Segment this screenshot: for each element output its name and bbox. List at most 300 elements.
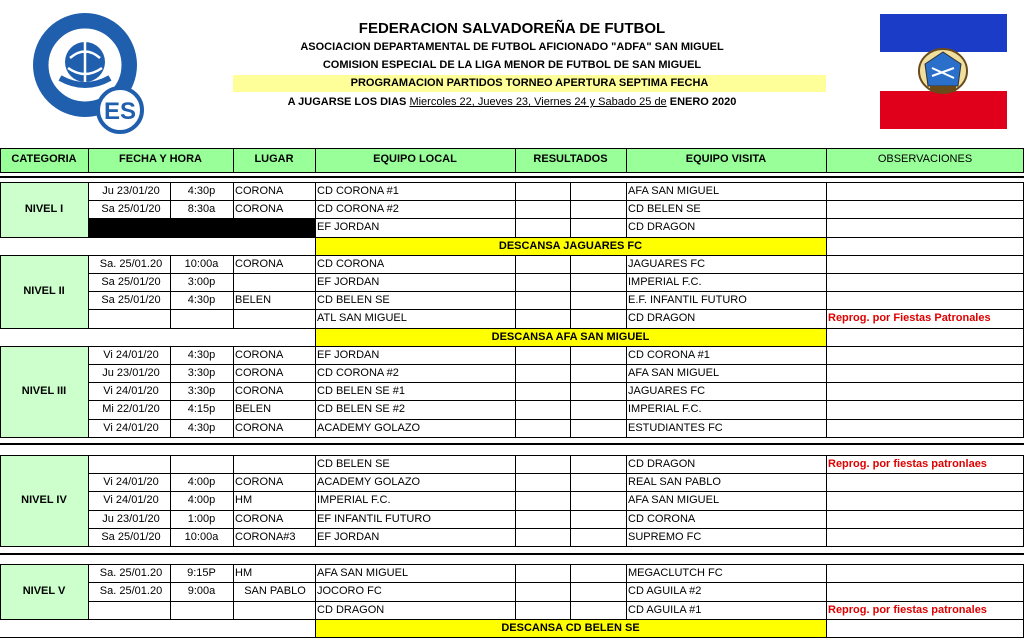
grid-line <box>626 291 627 309</box>
level-label: NIVEL II <box>0 255 88 328</box>
match-time: 4:00p <box>187 476 216 488</box>
grid-line <box>170 564 171 582</box>
grid-line <box>0 564 1 619</box>
grid-line <box>826 582 827 601</box>
match-time: 10:00a <box>184 531 219 543</box>
grid-line <box>170 455 171 473</box>
grid-line <box>233 400 234 419</box>
grid-line <box>826 382 827 400</box>
grid-line <box>170 346 171 364</box>
column-header-equipo-local: EQUIPO LOCAL <box>315 148 515 172</box>
grid-line <box>315 346 316 364</box>
match-time: 4:30p <box>187 185 216 197</box>
observation: Reprog. por fiestas patronlaes <box>828 458 987 470</box>
grid-line <box>170 291 171 309</box>
match-venue: CORONA <box>235 367 284 379</box>
grid-line <box>88 218 1024 219</box>
home-team: ACADEMY GOLAZO <box>317 476 421 488</box>
home-team: ACADEMY GOLAZO <box>317 422 421 434</box>
match-time: 3:30p <box>187 367 216 379</box>
grid-line <box>88 400 89 419</box>
match-date: Sa 25/01/20 <box>101 294 161 306</box>
grid-line <box>0 564 88 565</box>
match-date: Ju 23/01/20 <box>102 513 160 525</box>
observation <box>828 582 1024 601</box>
grid-line <box>315 510 316 528</box>
grid-line <box>515 346 516 364</box>
grid-line <box>233 200 234 218</box>
grid-line <box>570 528 571 546</box>
grid-line <box>515 200 516 218</box>
observation <box>828 419 1024 437</box>
grid-line <box>515 528 516 546</box>
away-team: SUPREMO FC <box>628 531 702 543</box>
grid-line <box>626 582 627 601</box>
grid-line <box>170 309 171 328</box>
grid-line <box>626 473 627 491</box>
observation <box>828 473 1024 491</box>
logo-badge-text: ES <box>103 98 137 125</box>
away-team: CD DRAGON <box>628 312 696 324</box>
grid-line <box>88 455 1024 456</box>
away-team: CD CORONA <box>628 513 696 525</box>
grid-line <box>88 291 89 309</box>
grid-line <box>626 601 627 619</box>
level-label: NIVEL III <box>0 346 88 437</box>
grid-line <box>826 510 827 528</box>
grid-line <box>0 328 88 329</box>
observation <box>828 400 1024 419</box>
grid-line <box>88 510 89 528</box>
grid-line <box>0 443 1024 445</box>
rest-band: DESCANSA AFA SAN MIGUEL <box>315 328 826 346</box>
grid-line <box>0 176 1024 178</box>
grid-line <box>826 400 827 419</box>
match-time: 3:00p <box>187 276 216 288</box>
home-team: CD BELEN SE #1 <box>317 385 406 397</box>
away-team: CD AGUILA #2 <box>628 585 702 597</box>
away-team: AFA SAN MIGUEL <box>628 185 720 197</box>
match-date: Ju 23/01/20 <box>102 367 160 379</box>
grid-line <box>826 455 827 473</box>
grid-line <box>88 382 1024 383</box>
grid-line <box>570 364 571 382</box>
grid-line <box>570 218 571 237</box>
grid-line <box>626 419 627 437</box>
grid-line <box>826 346 827 364</box>
away-team: CD DRAGON <box>628 458 696 470</box>
grid-line <box>0 237 1024 238</box>
grid-line <box>233 382 234 400</box>
match-venue: CORONA <box>235 185 284 197</box>
grid-line <box>826 564 827 582</box>
level-label: NIVEL V <box>0 564 88 619</box>
match-time: 3:30p <box>187 385 216 397</box>
grid-line <box>626 364 627 382</box>
grid-line <box>315 582 316 601</box>
match-date: Sa. 25/01.20 <box>99 258 163 270</box>
match-date <box>92 309 170 328</box>
grid-line <box>233 582 234 601</box>
grid-line <box>88 582 1024 583</box>
grid-line <box>88 528 89 546</box>
rest-band: DESCANSA JAGUARES FC <box>315 237 826 255</box>
match-date: Vi 24/01/20 <box>103 494 159 506</box>
away-team: AFA SAN MIGUEL <box>628 367 720 379</box>
grid-line <box>0 148 1024 149</box>
grid-line <box>88 564 1024 565</box>
grid-line <box>0 455 88 456</box>
match-time: 9:00a <box>187 585 216 597</box>
match-date: Sa 25/01/20 <box>101 276 161 288</box>
grid-line <box>315 364 316 382</box>
grid-line <box>0 255 88 256</box>
grid-line <box>233 218 234 237</box>
grid-line <box>0 619 1024 620</box>
column-header-equipo-visita: EQUIPO VISITA <box>626 148 826 172</box>
grid-line <box>315 419 316 437</box>
observation: Reprog. por Fiestas Patronales <box>828 312 991 324</box>
match-venue: HM <box>235 567 253 579</box>
match-date: Vi 24/01/20 <box>103 385 159 397</box>
home-team: EF JORDAN <box>317 349 380 361</box>
observation <box>828 255 1024 273</box>
grid-line <box>570 291 571 309</box>
grid-line <box>315 601 316 619</box>
match-venue <box>235 309 315 328</box>
grid-line <box>233 510 234 528</box>
match-venue: CORONA <box>235 258 284 270</box>
grid-line <box>170 200 171 218</box>
programacion-banner: PROGRAMACION PARTIDOS TORNEO APERTURA SEPTIMA FECHA <box>233 75 826 92</box>
match-venue: BELEN <box>235 294 272 306</box>
grid-line <box>826 291 827 309</box>
grid-line <box>626 400 627 419</box>
grid-line <box>0 553 1024 555</box>
match-venue: CORONA#3 <box>235 531 296 543</box>
grid-line <box>570 182 571 200</box>
match-date <box>92 455 170 473</box>
grid-line <box>88 473 1024 474</box>
grid-line <box>570 473 571 491</box>
away-team: CD CORONA #1 <box>628 349 710 361</box>
grid-line <box>515 148 516 172</box>
grid-line <box>570 382 571 400</box>
grid-line <box>315 400 316 419</box>
grid-line <box>0 346 1 437</box>
grid-line <box>826 200 827 218</box>
match-date: Mi 22/01/20 <box>102 403 160 415</box>
away-team: IMPERIAL F.C. <box>628 403 702 415</box>
grid-line <box>0 546 88 547</box>
grid-line <box>0 437 88 438</box>
home-team: EF INFANTIL FUTURO <box>317 513 431 525</box>
grid-line <box>233 491 234 510</box>
grid-line <box>233 564 234 582</box>
grid-line <box>570 564 571 582</box>
grid-line <box>0 172 1024 173</box>
grid-line <box>626 148 627 172</box>
grid-line <box>515 273 516 291</box>
grid-line <box>626 273 627 291</box>
observation: Reprog. por fiestas patronales <box>828 604 987 616</box>
grid-line <box>233 601 234 619</box>
grid-line <box>170 510 171 528</box>
home-team: CD BELEN SE <box>317 458 390 470</box>
grid-line <box>170 400 171 419</box>
grid-line <box>0 182 88 183</box>
grid-line <box>515 182 516 200</box>
grid-line <box>88 309 1024 310</box>
match-venue: CORONA <box>235 422 284 434</box>
grid-line <box>170 182 171 200</box>
grid-line <box>315 564 316 582</box>
grid-line <box>570 346 571 364</box>
grid-line <box>570 309 571 328</box>
grid-line <box>233 291 234 309</box>
grid-line <box>626 491 627 510</box>
grid-line <box>826 255 827 273</box>
grid-line <box>826 328 827 346</box>
grid-line <box>88 601 1024 602</box>
grid-line <box>88 473 89 491</box>
grid-line <box>88 510 1024 511</box>
match-time: 10:00a <box>184 258 219 270</box>
grid-line <box>570 455 571 473</box>
grid-line <box>88 382 89 400</box>
grid-line <box>626 382 627 400</box>
grid-line <box>315 309 316 328</box>
observation <box>828 218 1024 237</box>
grid-line <box>0 637 1024 638</box>
grid-line <box>233 309 234 328</box>
grid-line <box>88 346 89 364</box>
observation <box>828 382 1024 400</box>
grid-line <box>826 273 827 291</box>
grid-line <box>315 237 316 255</box>
grid-line <box>170 601 171 619</box>
grid-line <box>170 419 171 437</box>
grid-line <box>233 148 234 172</box>
match-venue: CORONA <box>235 385 284 397</box>
grid-line <box>626 564 627 582</box>
column-header-resultados: RESULTADOS <box>515 148 626 172</box>
grid-line <box>570 582 571 601</box>
grid-line <box>88 400 1024 401</box>
home-team: CD DRAGON <box>317 604 385 616</box>
match-venue <box>235 601 315 619</box>
observation <box>828 182 1024 200</box>
observation <box>828 491 1024 510</box>
grid-line <box>88 200 89 218</box>
grid-line <box>315 455 316 473</box>
match-date: Sa. 25/01.20 <box>99 567 163 579</box>
match-time <box>170 455 233 473</box>
match-venue: CORONA <box>235 513 284 525</box>
match-date: Sa 25/01/20 <box>101 531 161 543</box>
grid-line <box>570 400 571 419</box>
column-header-categoria: CATEGORIA <box>0 148 88 172</box>
home-team: JOCORO FC <box>317 585 382 597</box>
grid-line <box>233 528 234 546</box>
grid-line <box>826 237 827 255</box>
grid-line <box>88 528 1024 529</box>
grid-line <box>315 473 316 491</box>
grid-line <box>626 346 627 364</box>
grid-line <box>88 582 89 601</box>
grid-line <box>170 273 171 291</box>
grid-line <box>315 273 316 291</box>
grid-line <box>88 182 89 200</box>
grid-line <box>570 601 571 619</box>
grid-line <box>88 255 89 273</box>
home-team: EF JORDAN <box>317 221 380 233</box>
grid-line <box>515 255 516 273</box>
grid-line <box>315 182 316 200</box>
grid-line <box>626 200 627 218</box>
grid-line <box>233 364 234 382</box>
grid-line <box>0 148 1 172</box>
grid-line <box>315 148 316 172</box>
grid-line <box>626 255 627 273</box>
grid-line <box>570 419 571 437</box>
match-time: 4:30p <box>187 422 216 434</box>
grid-line <box>515 510 516 528</box>
match-time: 9:15P <box>187 567 216 579</box>
grid-line <box>88 491 1024 492</box>
grid-line <box>0 455 1 546</box>
grid-line <box>88 309 89 328</box>
grid-line <box>515 582 516 601</box>
match-date: Sa. 25/01.20 <box>99 585 163 597</box>
match-time: 4:00p <box>187 494 216 506</box>
observation <box>828 564 1024 582</box>
grid-line <box>626 182 627 200</box>
grid-line <box>626 455 627 473</box>
grid-line <box>88 148 89 172</box>
grid-line <box>170 491 171 510</box>
match-time: 4:30p <box>187 294 216 306</box>
grid-line <box>515 400 516 419</box>
grid-line <box>315 218 316 237</box>
match-venue: CORONA <box>235 203 284 215</box>
away-team: CD BELEN SE <box>628 203 701 215</box>
grid-line <box>826 619 827 637</box>
grid-line <box>315 382 316 400</box>
match-date: Ju 23/01/20 <box>102 185 160 197</box>
grid-line <box>570 510 571 528</box>
grid-line <box>826 309 827 328</box>
observation <box>828 346 1024 364</box>
grid-line <box>570 491 571 510</box>
rest-band: DESCANSA CD BELEN SE <box>315 619 826 637</box>
away-team: REAL SAN PABLO <box>628 476 721 488</box>
grid-line <box>826 364 827 382</box>
away-team: JAGUARES FC <box>628 385 706 397</box>
column-header-observaciones: OBSERVACIONES <box>826 148 1024 172</box>
grid-line <box>88 455 89 473</box>
dates-value: Miercoles 22, Jueves 23, Viernes 24 y Sabado 25 de <box>409 96 667 108</box>
grid-line <box>515 382 516 400</box>
match-venue: CORONA <box>235 476 284 488</box>
match-venue <box>235 218 315 237</box>
home-team: CD BELEN SE #2 <box>317 403 406 415</box>
grid-line <box>315 619 316 637</box>
home-team: ATL SAN MIGUEL <box>317 312 407 324</box>
grid-line <box>88 255 1024 256</box>
match-date: Vi 24/01/20 <box>103 349 159 361</box>
grid-line <box>626 218 627 237</box>
grid-line <box>826 528 827 546</box>
observation <box>828 364 1024 382</box>
grid-line <box>315 255 316 273</box>
match-venue: CORONA <box>235 349 284 361</box>
grid-line <box>88 419 89 437</box>
grid-line <box>515 601 516 619</box>
home-team: CD BELEN SE <box>317 294 390 306</box>
observation <box>828 510 1024 528</box>
grid-line <box>88 546 1024 547</box>
home-team: EF JORDAN <box>317 276 380 288</box>
grid-line <box>826 182 827 200</box>
dates-prefix: A JUGARSE LOS DIAS <box>287 96 407 108</box>
grid-line <box>88 346 1024 347</box>
grid-line <box>233 182 234 200</box>
match-time <box>170 601 233 619</box>
grid-line <box>515 291 516 309</box>
away-team: AFA SAN MIGUEL <box>628 494 720 506</box>
commission-subtitle: COMISION ESPECIAL DE LA LIGA MENOR DE FUTBOL DE SAN MIGUEL <box>322 59 702 71</box>
observation <box>828 200 1024 218</box>
match-date: Sa 25/01/20 <box>101 203 161 215</box>
grid-line <box>315 328 316 346</box>
grid-line <box>88 491 89 510</box>
grid-line <box>88 601 89 619</box>
grid-line <box>0 237 88 238</box>
match-venue: BELEN <box>235 403 272 415</box>
grid-line <box>570 255 571 273</box>
grid-line <box>170 528 171 546</box>
match-time <box>170 309 233 328</box>
grid-line <box>315 291 316 309</box>
grid-line <box>233 473 234 491</box>
match-time: 8:30a <box>187 203 216 215</box>
grid-line <box>88 291 1024 292</box>
home-team: AFA SAN MIGUEL <box>317 567 409 579</box>
grid-line <box>233 455 234 473</box>
grid-line <box>315 528 316 546</box>
grid-line <box>826 473 827 491</box>
grid-line <box>88 437 1024 438</box>
grid-line <box>626 528 627 546</box>
grid-line <box>515 564 516 582</box>
grid-line <box>826 491 827 510</box>
grid-line <box>515 309 516 328</box>
grid-line <box>0 255 1 328</box>
match-time <box>170 218 233 237</box>
match-venue: HM <box>235 494 253 506</box>
federation-title: FEDERACION SALVADOREÑA DE FUTBOL <box>358 20 666 37</box>
home-team: CD CORONA #2 <box>317 203 399 215</box>
away-team: ESTUDIANTES FC <box>628 422 723 434</box>
grid-line <box>170 218 171 237</box>
away-team: JAGUARES FC <box>628 258 706 270</box>
grid-line <box>515 419 516 437</box>
grid-line <box>233 419 234 437</box>
grid-line <box>826 218 827 237</box>
grid-line <box>570 273 571 291</box>
grid-line <box>88 273 89 291</box>
